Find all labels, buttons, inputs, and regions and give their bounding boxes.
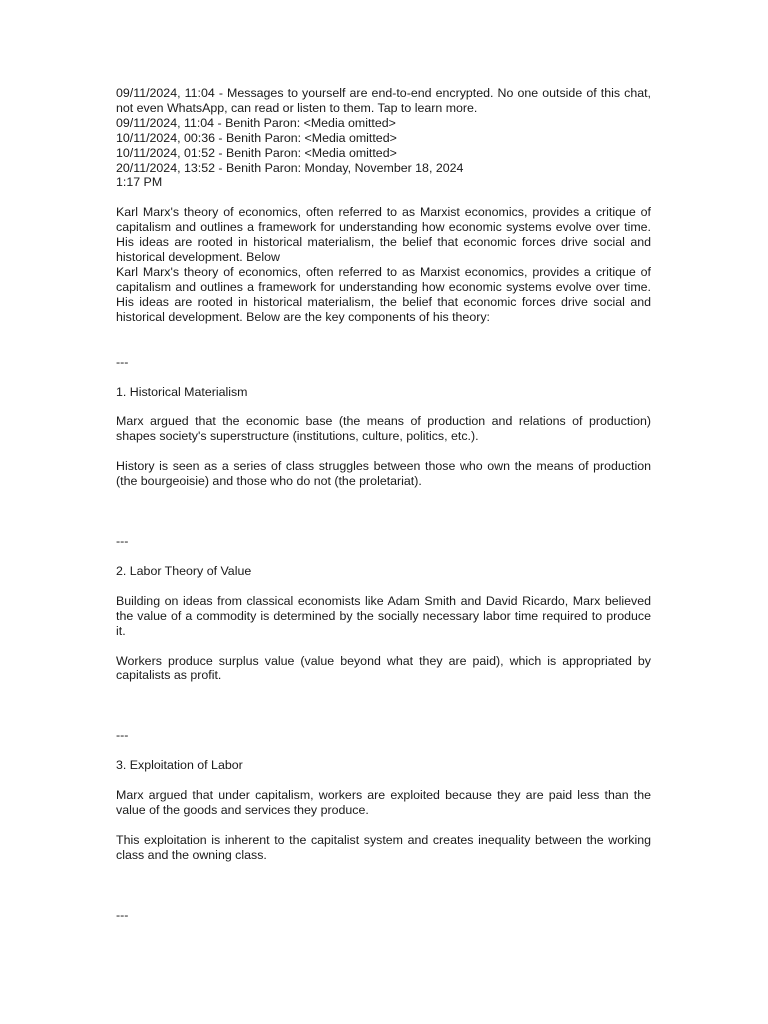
section-heading: 3. Exploitation of Labor <box>116 758 243 773</box>
log-line: 09/11/2024, 11:04 - Benith Paron: <Media omitted> <box>116 115 396 130</box>
section-paragraph: Marx argued that under capitalism, workers are exploited because they are paid less than the value of the goods and services they produce. <box>116 788 651 818</box>
section-heading: 1. Historical Materialism <box>116 384 248 399</box>
trailing-separator-block <box>116 908 651 923</box>
separator: --- <box>116 534 129 549</box>
intro-paragraph-first: Karl Marx's theory of economics, often referred to as Marxist economics, provides a critique of capitalism and outlines a framework for understanding how economic systems evolve over time. His ideas are rooted in historical materialism, the belief that economic forces drive social and historical development. Below <box>116 205 651 265</box>
section-paragraph: Workers produce surplus value (value beyond what they are paid), which is appropriated by capitalists as profit. <box>116 653 651 683</box>
section-labor-theory-of-value <box>116 534 651 683</box>
separator: --- <box>116 354 129 369</box>
separator: --- <box>116 728 129 743</box>
intro-paragraph-second: Karl Marx's theory of economics, often referred to as Marxist economics, provides a critique of capitalism and outlines a framework for understanding how economic systems evolve over time. His ideas are rooted in historical materialism, the belief that economic forces drive social and historical development. Below are the key components of his theory: <box>116 264 651 324</box>
section-exploitation-of-labor <box>116 728 651 862</box>
section-paragraph: Marx argued that the economic base (the means of production and relations of production) shapes society's superstructure (institutions, culture, politics, etc.). <box>116 414 651 444</box>
section-heading: 2. Labor Theory of Value <box>116 563 252 578</box>
section-paragraph: This exploitation is inherent to the capitalist system and creates inequality between the working class and the owning class. <box>116 833 651 862</box>
chat-log <box>116 86 651 190</box>
section-historical-materialism <box>116 355 651 489</box>
log-line: 20/11/2024, 13:52 - Benith Paron: Monday, November 18, 2024 <box>116 160 464 175</box>
log-line: 09/11/2024, 11:04 - Messages to yourself are end-to-end encrypted. No one outside of this chat, not even WhatsApp, can read or listen to them. Tap to learn more. <box>116 86 651 115</box>
log-line: 1:17 PM <box>116 175 163 190</box>
log-line: 10/11/2024, 00:36 - Benith Paron: <Media omitted> <box>116 130 397 145</box>
section-paragraph: Building on ideas from classical economists like Adam Smith and David Ricardo, Marx believed the value of a commodity is determined by the socially necessary labor time required to produce it. <box>116 593 651 638</box>
separator: --- <box>116 907 129 922</box>
log-line: 10/11/2024, 01:52 - Benith Paron: <Media omitted> <box>116 145 397 160</box>
section-paragraph: History is seen as a series of class struggles between those who own the means of production (the bourgeoisie) and those who do not (the proletariat). <box>116 459 651 489</box>
document-page <box>116 86 651 923</box>
